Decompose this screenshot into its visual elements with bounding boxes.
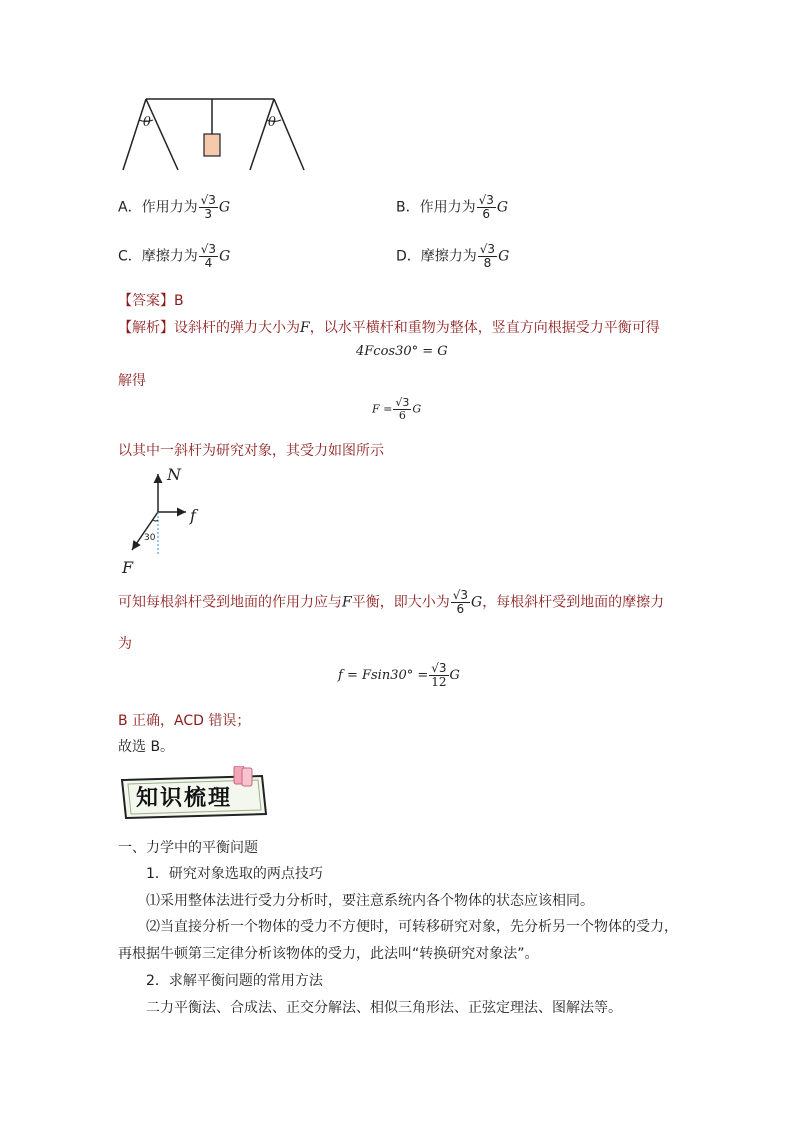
angle-label: 30 bbox=[144, 533, 156, 543]
force-n-label: N bbox=[167, 465, 181, 484]
answer-line bbox=[118, 290, 184, 310]
knowledge-banner bbox=[118, 766, 270, 822]
analysis-line6: 故选 B。 bbox=[118, 739, 175, 755]
equation-1: 4Fcos30° = G bbox=[356, 344, 448, 359]
weight-block bbox=[204, 134, 220, 156]
knowledge-sub2: 2．求解平衡问题的常用方法 bbox=[146, 973, 323, 989]
equation-2: F = $\frac{√3}{6}$ G bbox=[372, 396, 422, 423]
option-d: D．摩擦力为 $\frac{√3}{8}$ G bbox=[396, 242, 510, 271]
frame-figure bbox=[118, 92, 308, 172]
banner-title: 知识梳理 bbox=[136, 785, 233, 811]
force-F-label: F bbox=[122, 558, 134, 577]
theta-right-label: θ bbox=[268, 115, 276, 130]
analysis-line1: 【解析】设斜杆的弹力大小为F，以水平横杆和重物为整体，竖直方向根据受力平衡可得 bbox=[118, 320, 660, 336]
answer-label: 【答案】 bbox=[118, 293, 174, 309]
knowledge-p3: 二力平衡法、合成法、正交分解法、相似三角形法、正弦定理法、图解法等。 bbox=[146, 1000, 622, 1016]
knowledge-sub1: 1．研究对象选取的两点技巧 bbox=[146, 866, 323, 882]
option-c: C．摩擦力为 $\frac{√3}{4}$ G bbox=[118, 242, 231, 271]
theta-left-label: θ bbox=[143, 115, 151, 130]
force-f-label: f bbox=[190, 506, 196, 525]
equation-3: f = Fsin30° = $\frac{√3}{12}$ G bbox=[338, 661, 460, 690]
analysis-line4: 为 bbox=[118, 636, 132, 652]
analysis-line3: 可知每根斜杆受到地面的作用力应与F平衡，即大小为 $\frac{√3}{6}$ G，每根斜杆受到地面的摩擦力 bbox=[118, 588, 665, 617]
option-b: B．作用力为 $\frac{√3}{6}$ G bbox=[396, 193, 509, 222]
knowledge-p1: ⑴采用整体法进行受力分析时，要注意系统内各个物体的状态应该相同。 bbox=[146, 893, 594, 909]
jiede-label: 解得 bbox=[118, 373, 146, 389]
knowledge-heading: 一、力学中的平衡问题 bbox=[118, 840, 258, 856]
knowledge-p2a: ⑵当直接分析一个物体的受力不方便时，可转移研究对象，先分析另一个物体的受力， bbox=[146, 919, 678, 935]
analysis-line5: B 正确，ACD 错误； bbox=[118, 713, 251, 729]
answer-value: B bbox=[174, 293, 184, 309]
analysis-line2: 以其中一斜杆为研究对象，其受力如图所示 bbox=[118, 443, 384, 459]
knowledge-p2b: 再根据牛顿第三定律分析该物体的受力，此法叫“转换研究对象法”。 bbox=[118, 946, 539, 962]
option-a: A．作用力为 $\frac{√3}{3}$ G bbox=[118, 193, 231, 222]
